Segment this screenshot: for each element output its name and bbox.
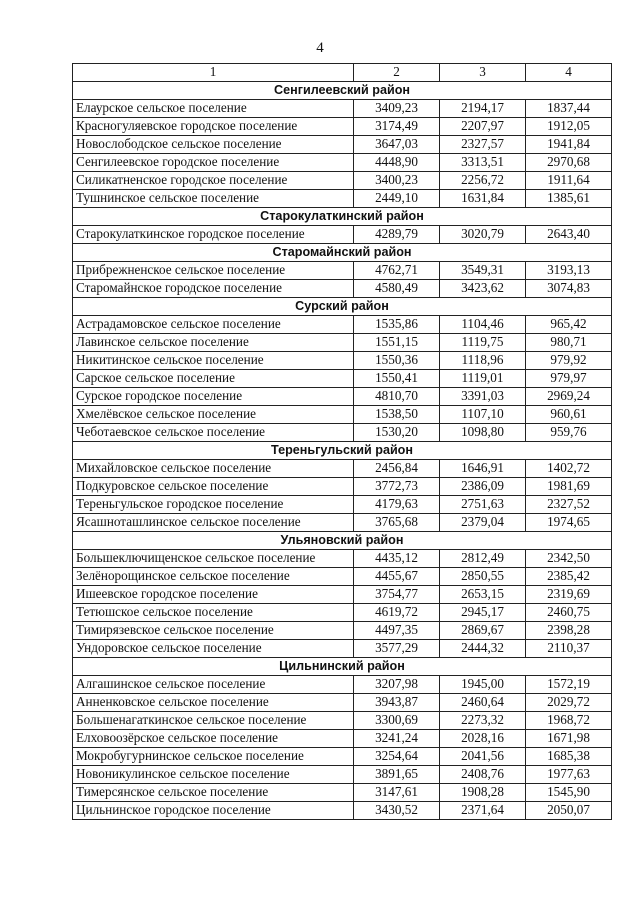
value-col-3: 2653,15	[440, 586, 526, 604]
region-name: Ульяновский район	[73, 532, 612, 550]
value-col-2: 4497,35	[354, 622, 440, 640]
value-col-2: 1535,86	[354, 316, 440, 334]
settlement-name: Цильнинское городское поселение	[73, 802, 354, 820]
value-col-4: 959,76	[526, 424, 612, 442]
table-row	[73, 694, 612, 712]
settlement-name: Прибрежненское сельское поселение	[73, 262, 354, 280]
table-row	[73, 766, 612, 784]
value-col-2: 3765,68	[354, 514, 440, 532]
region-header-row	[73, 532, 612, 550]
table-row	[73, 802, 612, 820]
value-col-4: 1974,65	[526, 514, 612, 532]
table-row	[73, 280, 612, 298]
value-col-4: 1837,44	[526, 100, 612, 118]
settlement-name: Михайловское сельское поселение	[73, 460, 354, 478]
table-row	[73, 730, 612, 748]
settlement-name: Сарское сельское поселение	[73, 370, 354, 388]
value-col-3: 2945,17	[440, 604, 526, 622]
value-col-4: 2327,52	[526, 496, 612, 514]
table-row	[73, 370, 612, 388]
value-col-2: 3577,29	[354, 640, 440, 658]
value-col-3: 1945,00	[440, 676, 526, 694]
value-col-3: 3549,31	[440, 262, 526, 280]
value-col-4: 2050,07	[526, 802, 612, 820]
table-row	[73, 190, 612, 208]
value-col-2: 4762,71	[354, 262, 440, 280]
region-header-row	[73, 658, 612, 676]
value-col-2: 4455,67	[354, 568, 440, 586]
settlement-name: Елховоозёрское сельское поселение	[73, 730, 354, 748]
value-col-3: 1098,80	[440, 424, 526, 442]
settlement-name: Лавинское сельское поселение	[73, 334, 354, 352]
header-cell-2: 2	[354, 64, 440, 82]
value-col-4: 2969,24	[526, 388, 612, 406]
value-col-4: 2398,28	[526, 622, 612, 640]
region-header-row	[73, 208, 612, 226]
table-row	[73, 622, 612, 640]
value-col-3: 2041,56	[440, 748, 526, 766]
value-col-4: 979,97	[526, 370, 612, 388]
value-col-2: 2456,84	[354, 460, 440, 478]
region-header-row	[73, 442, 612, 460]
settlement-name: Хмелёвское сельское поселение	[73, 406, 354, 424]
value-col-4: 1402,72	[526, 460, 612, 478]
value-col-4: 960,61	[526, 406, 612, 424]
value-col-4: 2319,69	[526, 586, 612, 604]
value-col-3: 2812,49	[440, 550, 526, 568]
value-col-4: 980,71	[526, 334, 612, 352]
table-row	[73, 424, 612, 442]
value-col-4: 3193,13	[526, 262, 612, 280]
settlement-name: Большеключищенское сельское поселение	[73, 550, 354, 568]
value-col-2: 3409,23	[354, 100, 440, 118]
value-col-4: 1981,69	[526, 478, 612, 496]
region-name: Тереньгульский район	[73, 442, 612, 460]
settlement-name: Чеботаевское сельское поселение	[73, 424, 354, 442]
data-table	[72, 63, 612, 820]
table-row	[73, 226, 612, 244]
settlement-name: Алгашинское сельское поселение	[73, 676, 354, 694]
value-col-2: 3772,73	[354, 478, 440, 496]
table-row	[73, 118, 612, 136]
region-header-row	[73, 82, 612, 100]
value-col-3: 2273,32	[440, 712, 526, 730]
value-col-4: 965,42	[526, 316, 612, 334]
settlement-name: Сурское городское поселение	[73, 388, 354, 406]
value-col-3: 3423,62	[440, 280, 526, 298]
value-col-2: 1530,20	[354, 424, 440, 442]
value-col-4: 2029,72	[526, 694, 612, 712]
value-col-3: 1118,96	[440, 352, 526, 370]
table-row	[73, 550, 612, 568]
value-col-2: 3647,03	[354, 136, 440, 154]
settlement-name: Зелёнорощинское сельское поселение	[73, 568, 354, 586]
value-col-3: 2850,55	[440, 568, 526, 586]
value-col-2: 4619,72	[354, 604, 440, 622]
settlement-name: Анненковское сельское поселение	[73, 694, 354, 712]
settlement-name: Тимирязевское сельское поселение	[73, 622, 354, 640]
value-col-4: 1671,98	[526, 730, 612, 748]
region-name: Старомайнский район	[73, 244, 612, 262]
settlement-name: Сенгилеевское городское поселение	[73, 154, 354, 172]
value-col-3: 1104,46	[440, 316, 526, 334]
value-col-3: 1908,28	[440, 784, 526, 802]
table-row	[73, 316, 612, 334]
table-row	[73, 640, 612, 658]
settlement-name: Астрадамовское сельское поселение	[73, 316, 354, 334]
settlement-name: Старокулаткинское городское поселение	[73, 226, 354, 244]
table-row	[73, 172, 612, 190]
page-number: 4	[316, 40, 324, 56]
value-col-3: 2371,64	[440, 802, 526, 820]
value-col-2: 4448,90	[354, 154, 440, 172]
header-row	[73, 64, 612, 82]
value-col-4: 1977,63	[526, 766, 612, 784]
value-col-4: 1685,38	[526, 748, 612, 766]
value-col-2: 4179,63	[354, 496, 440, 514]
table-row	[73, 406, 612, 424]
value-col-3: 1119,01	[440, 370, 526, 388]
settlement-name: Силикатненское городское поселение	[73, 172, 354, 190]
value-col-4: 1911,64	[526, 172, 612, 190]
settlement-name: Старомайнское городское поселение	[73, 280, 354, 298]
settlement-name: Никитинское сельское поселение	[73, 352, 354, 370]
table-row	[73, 784, 612, 802]
table-row	[73, 496, 612, 514]
table-row	[73, 586, 612, 604]
value-col-3: 2379,04	[440, 514, 526, 532]
value-col-3: 3391,03	[440, 388, 526, 406]
value-col-3: 3020,79	[440, 226, 526, 244]
header-cell-1: 1	[73, 64, 354, 82]
value-col-3: 2327,57	[440, 136, 526, 154]
value-col-2: 3174,49	[354, 118, 440, 136]
region-header-row	[73, 244, 612, 262]
table-row	[73, 676, 612, 694]
value-col-3: 2194,17	[440, 100, 526, 118]
settlement-name: Красногуляевское городское поселение	[73, 118, 354, 136]
value-col-3: 2207,97	[440, 118, 526, 136]
table-row	[73, 748, 612, 766]
table-row	[73, 334, 612, 352]
settlement-name: Ясашноташлинское сельское поселение	[73, 514, 354, 532]
settlement-name: Ундоровское сельское поселение	[73, 640, 354, 658]
value-col-2: 3754,77	[354, 586, 440, 604]
value-col-3: 3313,51	[440, 154, 526, 172]
settlement-name: Новоникулинское сельское поселение	[73, 766, 354, 784]
value-col-4: 2460,75	[526, 604, 612, 622]
value-col-2: 1538,50	[354, 406, 440, 424]
table-row	[73, 154, 612, 172]
value-col-2: 3241,24	[354, 730, 440, 748]
value-col-4: 2385,42	[526, 568, 612, 586]
settlement-name: Елаурское сельское поселение	[73, 100, 354, 118]
value-col-2: 3430,52	[354, 802, 440, 820]
value-col-2: 4580,49	[354, 280, 440, 298]
settlement-name: Большенагаткинское сельское поселение	[73, 712, 354, 730]
value-col-3: 2408,76	[440, 766, 526, 784]
value-col-2: 4289,79	[354, 226, 440, 244]
value-col-3: 2460,64	[440, 694, 526, 712]
table-row	[73, 568, 612, 586]
settlement-name: Ишеевское городское поселение	[73, 586, 354, 604]
region-header-row	[73, 298, 612, 316]
value-col-4: 2643,40	[526, 226, 612, 244]
table-row	[73, 262, 612, 280]
value-col-4: 1385,61	[526, 190, 612, 208]
settlement-name: Новослободское сельское поселение	[73, 136, 354, 154]
table-row	[73, 100, 612, 118]
value-col-3: 2751,63	[440, 496, 526, 514]
settlement-name: Тетюшское сельское поселение	[73, 604, 354, 622]
header-cell-4: 4	[526, 64, 612, 82]
value-col-2: 3300,69	[354, 712, 440, 730]
table-row	[73, 136, 612, 154]
value-col-4: 1941,84	[526, 136, 612, 154]
value-col-3: 2869,67	[440, 622, 526, 640]
value-col-4: 1545,90	[526, 784, 612, 802]
header-cell-3: 3	[440, 64, 526, 82]
settlement-name: Мокробугурнинское сельское поселение	[73, 748, 354, 766]
value-col-2: 1550,36	[354, 352, 440, 370]
table-row	[73, 388, 612, 406]
settlement-name: Тушнинское сельское поселение	[73, 190, 354, 208]
region-name: Цильнинский район	[73, 658, 612, 676]
value-col-2: 2449,10	[354, 190, 440, 208]
value-col-2: 3400,23	[354, 172, 440, 190]
region-name: Сурский район	[73, 298, 612, 316]
value-col-3: 2444,32	[440, 640, 526, 658]
table-row	[73, 460, 612, 478]
data-table-body	[73, 64, 612, 820]
table-row	[73, 712, 612, 730]
value-col-3: 2028,16	[440, 730, 526, 748]
region-name: Старокулаткинский район	[73, 208, 612, 226]
region-name: Сенгилеевский район	[73, 82, 612, 100]
table-row	[73, 478, 612, 496]
value-col-4: 2110,37	[526, 640, 612, 658]
table-row	[73, 514, 612, 532]
value-col-3: 2386,09	[440, 478, 526, 496]
value-col-3: 1646,91	[440, 460, 526, 478]
value-col-3: 1631,84	[440, 190, 526, 208]
value-col-4: 1968,72	[526, 712, 612, 730]
value-col-2: 4810,70	[354, 388, 440, 406]
value-col-3: 2256,72	[440, 172, 526, 190]
value-col-2: 3147,61	[354, 784, 440, 802]
value-col-2: 1550,41	[354, 370, 440, 388]
value-col-4: 1912,05	[526, 118, 612, 136]
table-row	[73, 604, 612, 622]
value-col-2: 1551,15	[354, 334, 440, 352]
value-col-4: 3074,83	[526, 280, 612, 298]
settlement-name: Подкуровское сельское поселение	[73, 478, 354, 496]
value-col-2: 3207,98	[354, 676, 440, 694]
value-col-2: 3891,65	[354, 766, 440, 784]
table-row	[73, 352, 612, 370]
value-col-3: 1107,10	[440, 406, 526, 424]
value-col-2: 3943,87	[354, 694, 440, 712]
value-col-2: 3254,64	[354, 748, 440, 766]
value-col-2: 4435,12	[354, 550, 440, 568]
value-col-3: 1119,75	[440, 334, 526, 352]
value-col-4: 2342,50	[526, 550, 612, 568]
value-col-4: 1572,19	[526, 676, 612, 694]
settlement-name: Тереньгульское городское поселение	[73, 496, 354, 514]
settlement-name: Тимерсянское сельское поселение	[73, 784, 354, 802]
value-col-4: 979,92	[526, 352, 612, 370]
value-col-4: 2970,68	[526, 154, 612, 172]
